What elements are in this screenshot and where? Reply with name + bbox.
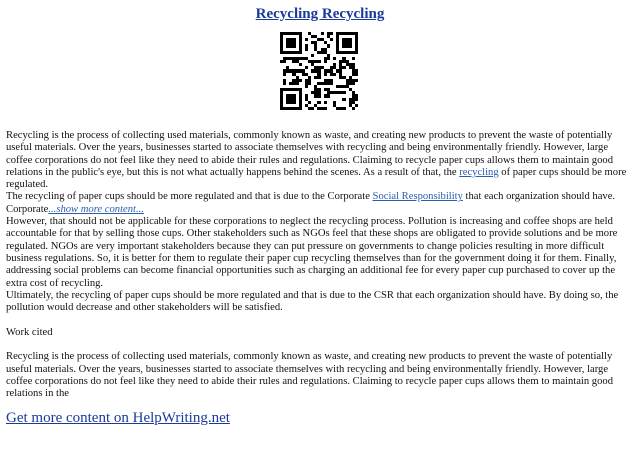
text: The recycling of paper cups should be more regulated and that is due to the Corporate (6, 191, 373, 203)
paragraph: However, that should not be applicable for these corporations to neglect the recycling process. Pollution is increasing and coffee shops are held accountable for that by selling those cups. Other stakeholders such as NGOs feel that these shops are obligated to provide solutions and be more regulated. NGOs are very important stakeholders because they can put pressure on governments to change policies resulting in more difficult business regulations. So, it is better for them to regulate their paper cup recycling themselves than for the government doing it for them. Finally, addressing social problems can become financial opportunities such as charging an additional fee for every paper cup purchased to cover up the extra cost of recycling. (6, 216, 618, 289)
show-more-link[interactable]: ...show more content... (48, 203, 144, 215)
text: Corporate (6, 203, 49, 215)
spacer (6, 314, 634, 326)
paragraph: Recycling is the process of collecting used materials, commonly known as waste, and creating new products to prevent the waste of potentially useful materials. Over the years, businesses started to associate themselves with recycling and being environmentally friendly. However, large coffee corporations do not feel like they need to abide their rules and regulations. Claiming to recycle paper cups allows them to maintain good relations in the (6, 351, 613, 400)
text: that each organization should have. (462, 191, 616, 203)
text: Recycling is the process of collecting used materials, commonly known as waste, and creating new products to prevent the waste of potentially useful materials. Over the years, businesses started to associate themselves with recycling and being environmentally friendly. However, large coffee corporations do not feel like they need to abide their rules and regulations. Claiming to recycle paper cups allows them to maintain good relations in the public's eye, but this is not what actually happens behind the scenes. As a result of that, the (6, 130, 613, 178)
text: of paper cups should be more regulated. (6, 166, 627, 191)
footer (6, 409, 634, 437)
page-title (0, 5, 640, 23)
qr-module (355, 107, 358, 110)
title-link[interactable]: Recycling Recycling (255, 6, 385, 22)
spacer (6, 339, 634, 351)
recycling-link[interactable]: recycling (459, 166, 499, 178)
helpwriting-link[interactable]: Get more content on HelpWriting.net (6, 409, 230, 426)
essay-content (6, 130, 634, 401)
work-cited-heading: Work cited (6, 326, 53, 338)
paragraph (6, 130, 634, 191)
paragraph (6, 191, 634, 203)
qr-code (280, 32, 358, 110)
paragraph: Ultimately, the recycling of paper cups should be more regulated and that is due to the CSR that each organization should have. By doing so, the pollution would decrease and other stakeholders will be satisfied. (6, 289, 619, 314)
paragraph (6, 204, 634, 216)
social-responsibility-link[interactable]: Social Responsibility (372, 191, 463, 203)
